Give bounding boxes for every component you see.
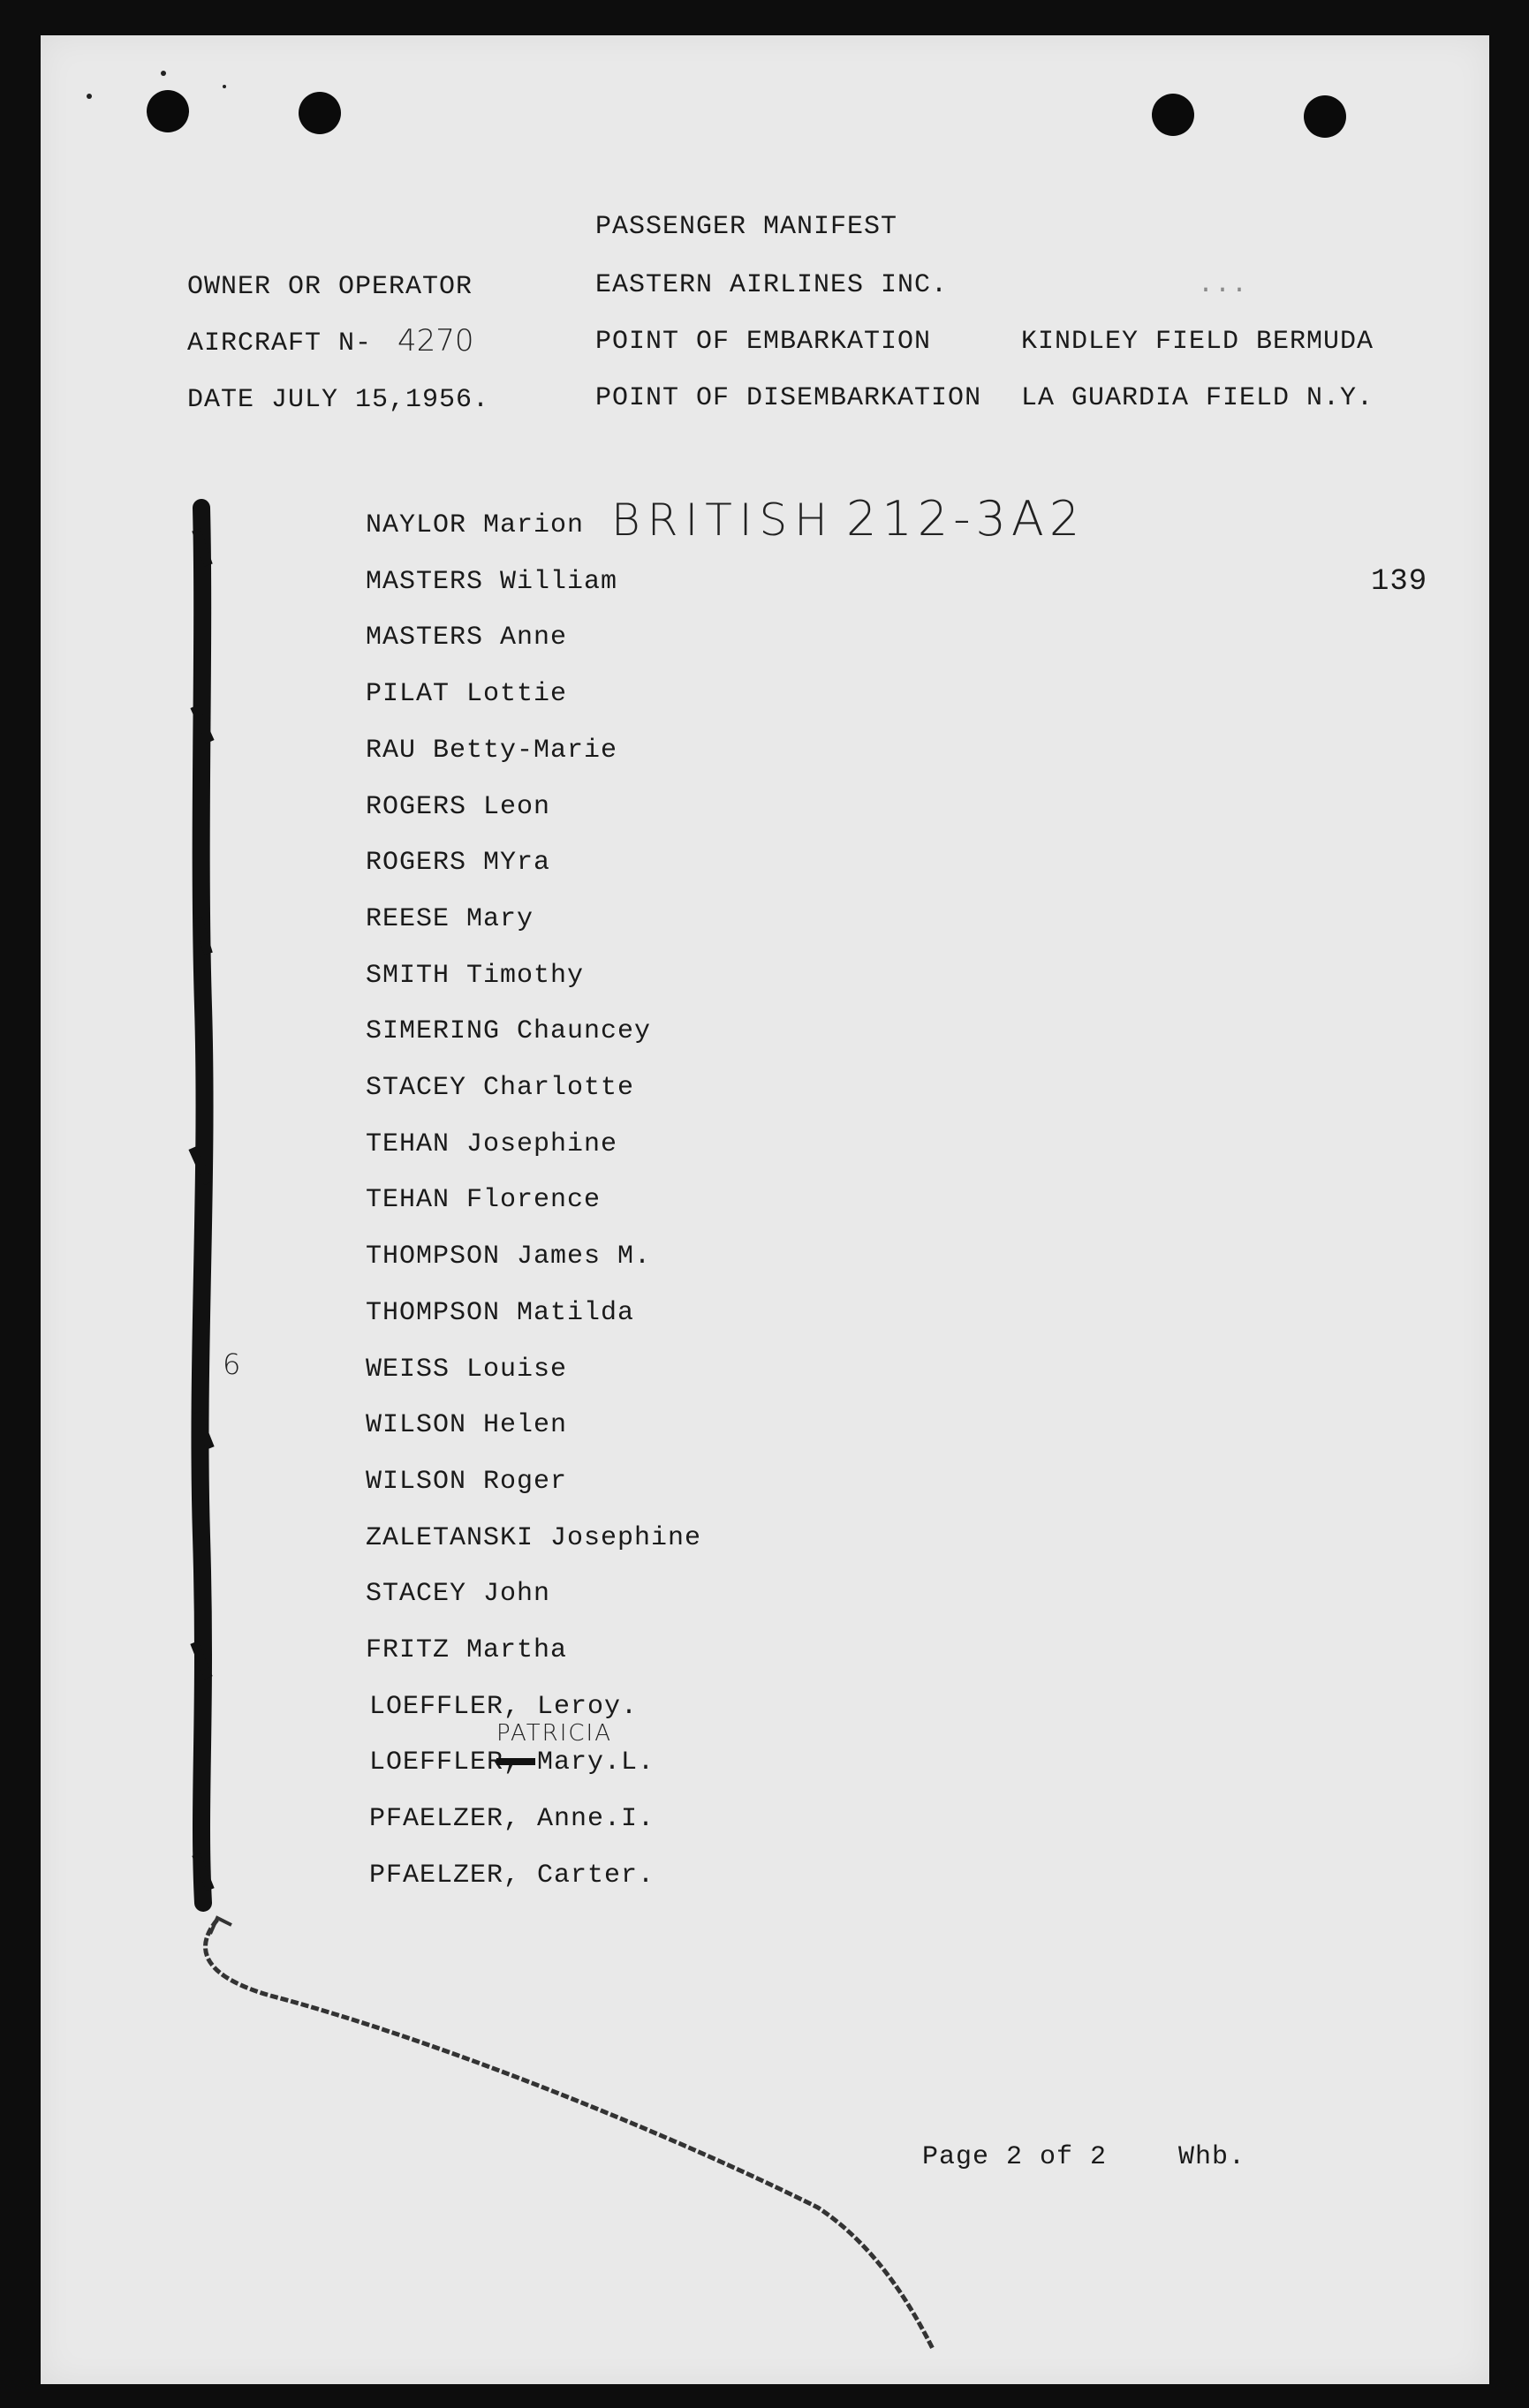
manifest-title: PASSENGER MANIFEST: [595, 212, 898, 242]
speck: [223, 85, 226, 88]
passenger-name: TEHAN Josephine: [366, 1129, 618, 1159]
disembarkation-label: POINT OF DISEMBARKATION: [595, 383, 982, 413]
passenger-name: ROGERS Leon: [366, 792, 551, 822]
passenger-name: THOMPSON Matilda: [366, 1298, 635, 1328]
patricia-note: PATRICIA: [496, 1720, 613, 1747]
speck: [161, 71, 166, 76]
code-note: 212-3A2: [846, 491, 1086, 547]
embarkation-label: POINT OF EMBARKATION: [595, 327, 932, 357]
passenger-name: ZALETANSKI Josephine: [366, 1523, 702, 1553]
passenger-name: WILSON Helen: [366, 1410, 568, 1440]
owner-label: OWNER OR OPERATOR: [187, 272, 473, 302]
margin-bar: [200, 508, 204, 1903]
punch-hole: [1304, 95, 1346, 138]
passenger-name: PFAELZER, Carter.: [369, 1861, 655, 1891]
owner-extra: ...: [1198, 270, 1249, 300]
passenger-name: REESE Mary: [366, 904, 534, 934]
passenger-name: LOEFFLER, Leroy.: [369, 1692, 639, 1722]
passenger-name: WILSON Roger: [366, 1467, 568, 1497]
passenger-name: LOEFFLER, Mary.L.: [369, 1747, 655, 1778]
passenger-name: MASTERS Anne: [366, 623, 568, 653]
passenger-name: FRITZ Martha: [366, 1635, 568, 1665]
passenger-name: PFAELZER, Anne.I.: [369, 1804, 655, 1834]
punch-hole: [299, 92, 341, 134]
curved-arrow: [206, 1920, 934, 2349]
embarkation-value: KINDLEY FIELD BERMUDA: [1021, 327, 1374, 357]
passenger-name: TEHAN Florence: [366, 1185, 602, 1215]
row-number-note: 6: [223, 1347, 241, 1381]
passenger-name: STACEY Charlotte: [366, 1073, 635, 1103]
page-number: Page 2 of 2: [922, 2142, 1108, 2172]
manifest-page: [41, 35, 1489, 2384]
margin-bar-ragged: [193, 530, 210, 1890]
passenger-name: THOMPSON James M.: [366, 1242, 652, 1272]
passenger-name: ROGERS MYra: [366, 848, 551, 878]
clerk-initials: Whb.: [1178, 2142, 1246, 2172]
passenger-name: SIMERING Chauncey: [366, 1016, 652, 1046]
speck: [87, 94, 92, 99]
disembarkation-value: LA GUARDIA FIELD N.Y.: [1021, 383, 1374, 413]
passenger-name: STACEY John: [366, 1579, 551, 1609]
passenger-name: WEISS Louise: [366, 1355, 568, 1385]
passenger-name: RAU Betty-Marie: [366, 736, 618, 766]
passenger-name: PILAT Lottie: [366, 679, 568, 709]
nationality-note: BRITISH: [611, 494, 835, 546]
aircraft-label: AIRCRAFT N-: [187, 328, 373, 359]
flight-date: DATE JULY 15,1956.: [187, 385, 490, 415]
passenger-name: MASTERS William: [366, 567, 618, 597]
punch-hole: [1152, 94, 1194, 136]
passenger-name: SMITH Timothy: [366, 961, 585, 991]
aircraft-number: 4270: [397, 323, 474, 359]
punch-hole: [147, 90, 189, 132]
arrow-head: [210, 1918, 231, 1934]
page-stamp: 139: [1371, 565, 1428, 599]
owner-value: EASTERN AIRLINES INC.: [595, 270, 949, 300]
passenger-name: NAYLOR Marion: [366, 510, 585, 540]
